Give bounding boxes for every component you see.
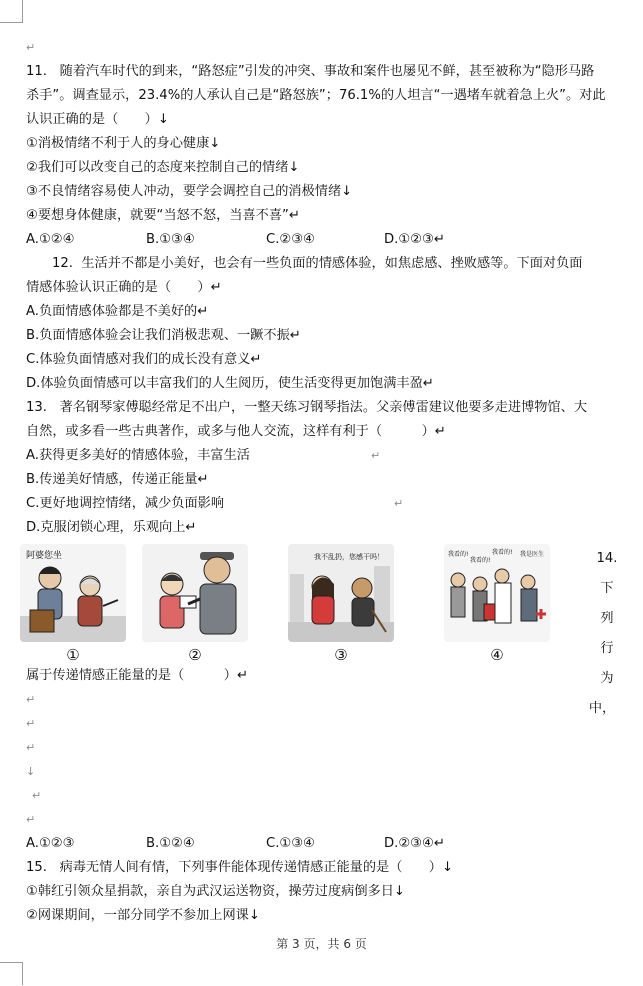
bubble-text: 我看的! [448, 551, 469, 558]
offer-seat-illustration [20, 544, 126, 642]
illustration-1 [20, 544, 126, 642]
illustration-2 [142, 544, 248, 642]
option-d: D.体验负面情感可以丰富我们的人生阅历，使生活变得更加饱满丰盈↵ [26, 376, 434, 391]
question-stem: 认识正确的是（ ）↓ [26, 112, 169, 127]
question-11 [26, 60, 618, 252]
statement-item: ①消极情绪不利于人的身心健康↓ [26, 136, 221, 151]
doctor-help-illustration [444, 544, 550, 642]
option-c: C.②③④ [266, 232, 315, 247]
speech-text: 阿婆您坐 [26, 551, 63, 561]
option-b: B.负面情感体验会让我们消极悲观、一蹶不振↵ [26, 328, 301, 343]
answer-options [26, 832, 618, 856]
question-13: 13. 著名钢琴家傅聪经常足不出户，一整天练习钢琴指法。父亲傅雷建议他要多走进博物馆、大 自然，或多看一些古典著作，或多与他人交流，这样有利于（ ）↵ A.获得更多美好的情感体验，丰富生活 ↵ B.传递美好情感，传递正能量↵ C.更好地调控情绪，减少负面影响 ↵ D.克服闭锁心理，乐观向上↵ [26, 396, 618, 540]
question-stem: 属于传递情感正能量的是（ ）↵ [26, 668, 249, 683]
speech-text: 我不乱扔，您感干吗！ [314, 553, 384, 561]
question-15 [26, 856, 618, 928]
bubble-text: 我看的! [470, 557, 491, 564]
option-d: D.①②③↵ [384, 232, 445, 247]
option-b: B.传递美好情感，传递正能量↵ [26, 472, 209, 487]
statement-item: ①韩红引领众星捐款，亲自为武汉运送物资，操劳过度病倒多日↓ [26, 884, 405, 899]
page-footer: 第 3 页，共 6 页 [276, 937, 367, 951]
crop-mark-top-left [0, 0, 23, 23]
option-c: C.体验负面情感对我们的成长没有意义↵ [26, 352, 262, 367]
question-number: 11. [26, 64, 47, 79]
option-a: A.①②③ [26, 836, 75, 851]
question-stem: 杀手”。调查显示，23.4%的人承认自己是“路怒族”；76.1%的人坦言“一遇堵车就着急上火”。对此 [26, 88, 606, 103]
statement-item: ④要想身体健康，就要“当怒不怒，当喜不喜”↵ [26, 208, 300, 223]
question-stem: 自然，或多看一些古典著作，或多与他人交流，这样有利于（ ）↵ [26, 424, 446, 439]
question-12 [26, 252, 618, 396]
question-number: 14. [596, 551, 618, 566]
question-stem: 著名钢琴家傅聪经常足不出户，一整天练习钢琴指法。父亲傅雷建议他要多走进博物馆、大 [59, 400, 588, 415]
empty-paragraph: ↵ [26, 41, 36, 54]
illustration-4 [444, 544, 550, 642]
image-label-3: ③ [334, 646, 348, 664]
option-a: A.负面情感体验都是不美好的↵ [26, 304, 209, 319]
littering-illustration [288, 544, 394, 642]
bubble-text: 我看的! [492, 549, 513, 556]
statement-item: ②网课期间，一部分同学不参加上网课↓ [26, 908, 260, 923]
statement-item: ②我们可以改变自己的态度来控制自己的情绪↓ [26, 160, 300, 175]
question-stem: 病毒无情人间有情，下列事件能体现传递情感正能量的是（ ）↓ [59, 860, 454, 875]
question-stem: 随着汽车时代的到来，“路怒症”引发的冲突、事故和案件也屡见不鲜，甚至被称为“隐形马路 [59, 64, 595, 79]
question-stem: 生活并不都是小美好，也会有一些负面的情感体验，如焦虑感、挫败感等。下面对负面 [81, 256, 583, 271]
option-d: D.②③④↵ [384, 836, 445, 851]
bubble-text: 我是医生 [520, 551, 545, 558]
question-number: 13. [26, 400, 47, 415]
option-a: A.①②④ [26, 232, 75, 247]
illustration-3 [288, 544, 394, 642]
question-number: 12. [52, 256, 73, 271]
option-c: C.更好地调控情绪，减少负面影响 [26, 496, 225, 511]
question-stem: 情感体验认识正确的是（ ）↵ [26, 280, 222, 295]
document-body: ↵ 11. 随着汽车时代的到来，“路怒症”引发的冲突、事故和案件也屡见不鲜，甚至被称为“隐形马路 杀手”。调查显示，23.4%的人承认自己是“路怒族”；76.1%的人坦言“一遇堵车就着急上火”。对此 认识正确的是（ ）↓ ①消极情绪不利于人的身心健康↓ ②我们可以改变自己的态度来控制自己的情绪↓ ③不良情绪容易使人冲动，要学会调控自己的消极情绪↓ ④要想身体健康，就要“当怒不怒，当喜不喜”↵ A.①②④ B.①③④ C.②③④ D.①②③↵ 12. 生活并不都是小美好，也会有一些负面的情感体验，如焦虑感、挫败感等。下面对负面 情感体验认识正确的是（ ）↵ A.负面情感体验都是不美好的↵ B.负面情感体验会让我们消极悲观、一蹶不振↵ C.体验负面情感对我们的成长没有意义↵ D.体验负面情感可以丰富我们的人生阅历，使生活变得更加饱满丰盈↵ 13. 著名钢琴家傅聪经常足不出户，一整天练习钢琴指法。父亲傅雷建议他要多走进博物馆、大 自然，或多看一些古典著作，或多与他人交流，这样有利于（ ）↵ A.获得更多美好的情感体验，丰富生活 ↵ B.传递美好情感，传递正能量↵ C.更好地调控情绪，减少负面影响 ↵ D.克服闭锁心理，乐观向上↵ 阿婆您坐 我不乱扔，您感干吗！ 我看的! 我看的! 我看的! 我是医生 ① ② ③ ④ 14. 下 列 行 为 中， 属于传递情感正能量的是（ ）↵ ↵ ↵ ↵ ↓ ↵ ↵ A.①②③ B.①②④ C.①③④ D.②③④↵ 15. 病毒无情人间有情，下列事件能体现传递情感正能量的是（ ）↓ ①韩红引领众星捐款，亲自为武汉运送物资，操劳过度病倒多日↓ ②网课期间，一部分同学不参加上网课↓ [26, 36, 618, 928]
statement-item: ③不良情绪容易使人冲动，要学会调控自己的消极情绪↓ [26, 184, 353, 199]
question-number: 15. [26, 860, 47, 875]
option-c: C.①③④ [266, 836, 315, 851]
crop-mark-bottom-left [0, 962, 23, 985]
question-14-vertical-text: 14. 下 列 行 为 中， [596, 544, 618, 724]
image-label-4: ④ [490, 646, 504, 664]
option-b: B.①②④ [146, 836, 195, 851]
option-a: A.获得更多美好的情感体验，丰富生活 [26, 448, 250, 463]
image-label-1: ① [66, 646, 80, 664]
image-label-2: ② [188, 646, 202, 664]
option-d: D.克服闭锁心理，乐观向上↵ [26, 520, 197, 535]
option-b: B.①③④ [146, 232, 195, 247]
answer-options [26, 228, 618, 252]
police-help-illustration [142, 544, 248, 642]
